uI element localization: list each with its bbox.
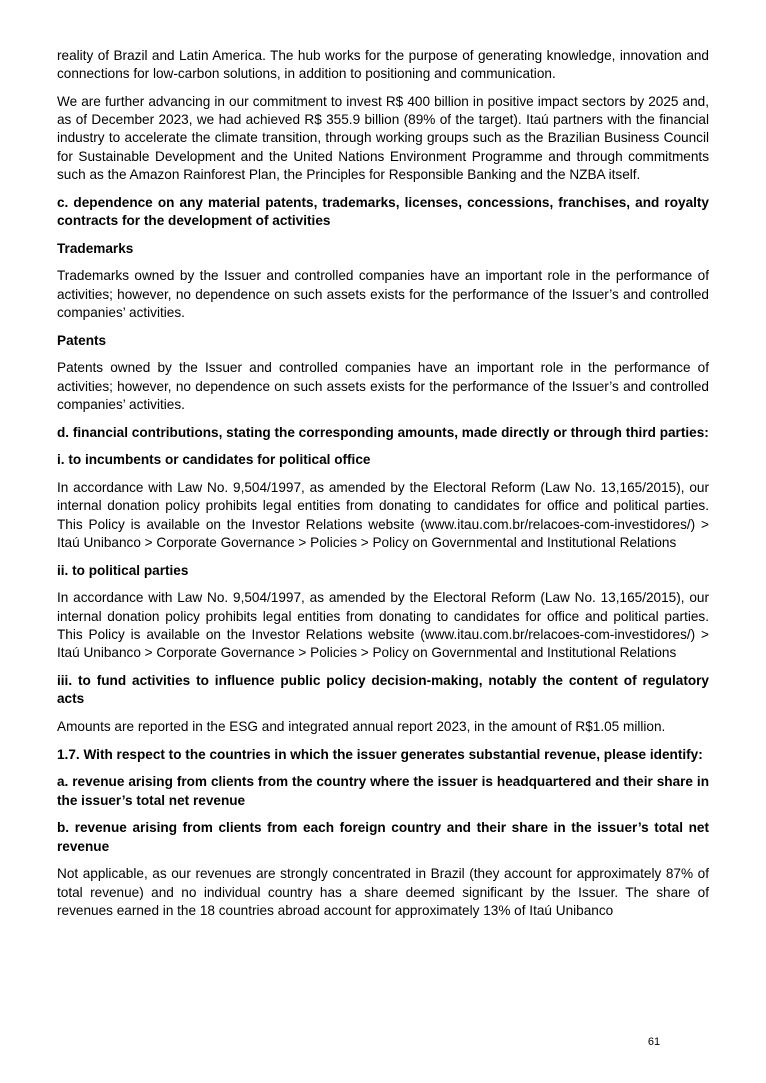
heading-b-foreign-revenue: b. revenue arising from clients from each foreign country and their share in the issuer’s total net revenue (57, 820, 709, 854)
heading-1-7-countries: 1.7. With respect to the countries in which the issuer generates substantial revenue, please identify: (57, 746, 703, 762)
paragraph-trademarks: Trademarks owned by the Issuer and controlled companies have an important role in the performance of activities; however, no dependence on such assets exists for the performance of the Issuer’s and controlled companies’ activities. (57, 268, 709, 320)
paragraph-incumbents-policy: In accordance with Law No. 9,504/1997, as amended by the Electoral Reform (Law No. 13,165/2015), our internal donation policy prohibits legal entities from donating to candidates for office and political parties. This Policy is available on the Investor Relations website (www.itau.com.br/relacoes-com-investidores/) > Itaú Unibanco > Corporate Governance > Policies > Policy on Governmental and Institutional Relations (57, 480, 709, 550)
heading-d-contributions: d. financial contributions, stating the corresponding amounts, made directly or through third parties: (57, 424, 709, 440)
page-body (57, 47, 709, 930)
paragraph-amounts: Amounts are reported in the ESG and integrated annual report 2023, in the amount of R$1.05 million. (57, 718, 666, 734)
heading-trademarks: Trademarks (57, 240, 134, 256)
paragraph-not-applicable: Not applicable, as our revenues are strongly concentrated in Brazil (they account for approximately 87% of total revenue) and no individual country has a share deemed significant by the Issuer. The share of revenues earned in the 18 countries abroad account for approximately 13% of Itaú Unibanco (57, 866, 709, 918)
heading-c-dependence: c. dependence on any material patents, trademarks, licenses, concessions, franchises, and royalty contracts for the development of activities (57, 194, 709, 228)
paragraph-parties-policy: In accordance with Law No. 9,504/1997, as amended by the Electoral Reform (Law No. 13,165/2015), our internal donation policy prohibits legal entities from donating to candidates for office and political parties. This Policy is available on the Investor Relations website (www.itau.com.br/relacoes-com-investidores/) > Itaú Unibanco > Corporate Governance > Policies > Policy on Governmental and Institutional Relations (57, 590, 709, 661)
heading-iii-public-policy: iii. to fund activities to influence public policy decision-making, notably the content of regulatory acts (57, 672, 709, 707)
heading-ii-parties: ii. to political parties (57, 562, 189, 578)
paragraph-hub-intro: reality of Brazil and Latin America. The hub works for the purpose of generating knowledge, innovation and connections for low-carbon solutions, in addition to positioning and communication. (57, 48, 709, 82)
heading-a-domestic-revenue: a. revenue arising from clients from the country where the issuer is headquartered and their share in the issuer’s total net revenue (57, 774, 709, 808)
paragraph-commitment: We are further advancing in our commitment to invest R$ 400 billion in positive impact sectors by 2025 and, as of December 2023, we had achieved R$ 355.9 billion (89% of the target). Itaú partners with the financial industry to accelerate the climate transition, through working groups such as the Brazilian Business Council for Sustainable Development and the United Nations Environment Programme and through commitments such as the Amazon Rainforest Plan, the Principles for Responsible Banking and the NZBA itself. (57, 94, 709, 182)
heading-i-incumbents: i. to incumbents or candidates for political office (57, 452, 371, 468)
heading-patents: Patents (57, 332, 107, 348)
paragraph-patents: Patents owned by the Issuer and controlled companies have an important role in the performance of activities; however, no dependence on such assets exists for the performance of the Issuer’s and controlled companies’ activities. (57, 360, 709, 412)
page-number: 61 (647, 1036, 661, 1048)
